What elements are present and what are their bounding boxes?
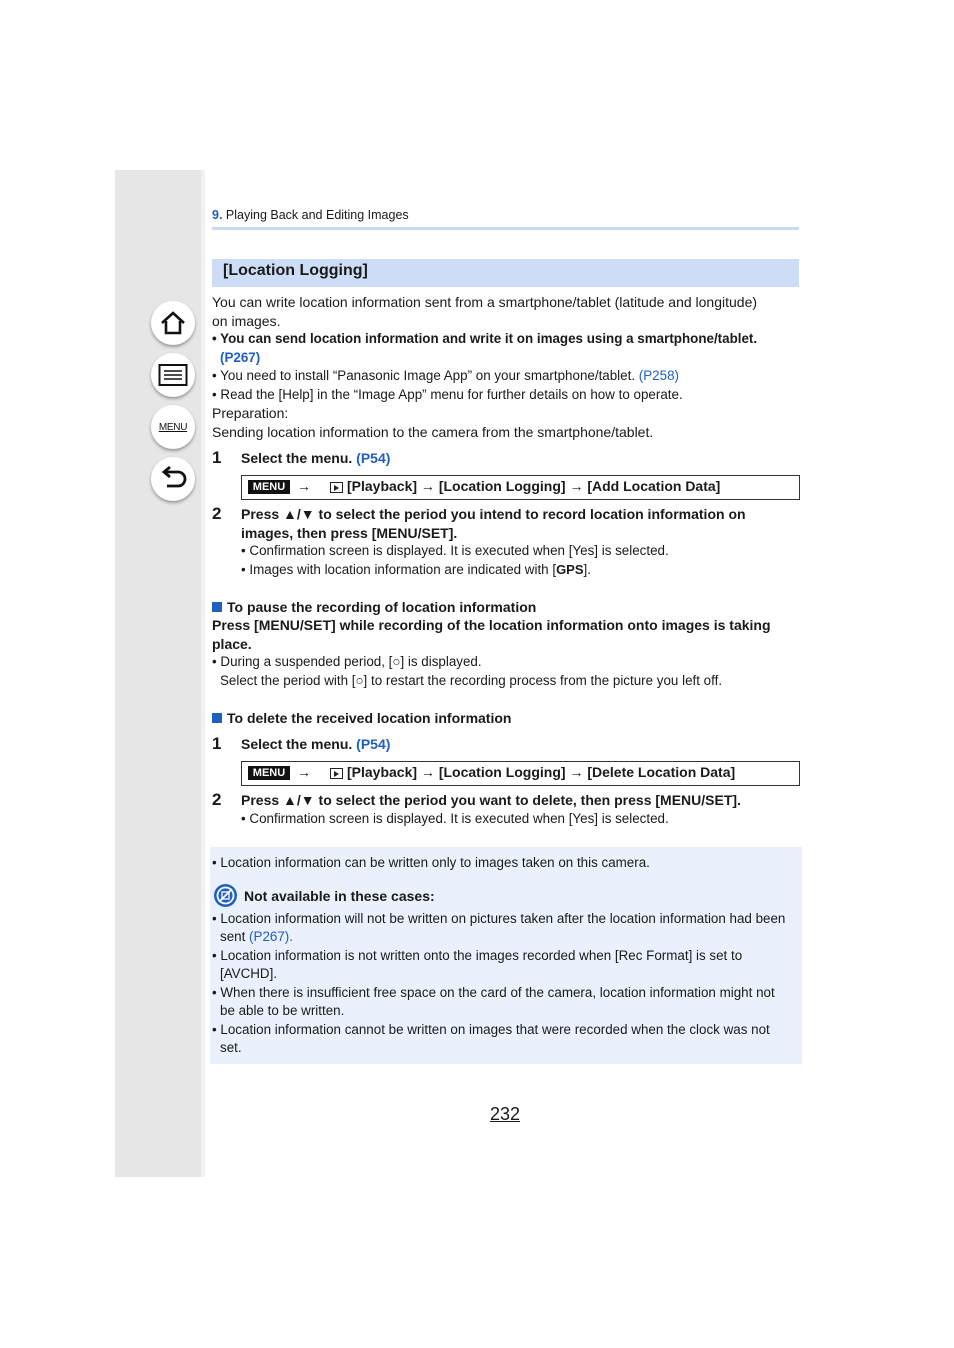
- na-bullet-1-text: sent: [220, 929, 246, 944]
- step-2-bullet-2-end: ].: [583, 562, 591, 577]
- delete-step-1-text: Select the menu.: [241, 736, 353, 752]
- pause-instruction-line-2: place.: [212, 636, 252, 652]
- link-p267[interactable]: (P267).: [249, 929, 293, 944]
- na-bullet-4-line-2: set.: [220, 1040, 242, 1055]
- not-available-icon: [213, 883, 238, 913]
- delete-menu-path-box: [241, 761, 800, 786]
- chapter-header: [212, 208, 409, 222]
- menu-path: [Playback] → [Location Logging] → [Add Location Data]: [347, 478, 721, 494]
- header-divider: [212, 227, 799, 230]
- na-bullet-1-line-1: • Location information will not be written on pictures taken after the location information had been: [212, 911, 786, 926]
- section-title-bar: [212, 259, 799, 287]
- na-bullet-4-line-1: • Location information cannot be written on images that were recorded when the clock was not: [212, 1022, 770, 1037]
- delete-step-number-1: 1: [212, 734, 222, 753]
- step-2-line-1: Press ▲/▼ to select the period you intend to record location information on: [241, 506, 746, 522]
- arrow-icon: →: [297, 478, 311, 494]
- note-bullet-1: • Location information can be written only to images taken on this camera.: [212, 855, 650, 870]
- step-2-bullet-1: • Confirmation screen is displayed. It is executed when [Yes] is selected.: [241, 543, 669, 558]
- back-arrow-icon: [158, 466, 188, 492]
- menu-button[interactable]: [151, 405, 195, 449]
- link-p267[interactable]: (P267): [220, 350, 261, 365]
- step-2-bullet-2-text: • Images with location information are indicated with [: [241, 562, 557, 577]
- pause-heading: [212, 598, 536, 617]
- na-bullet-3-line-2: be able to be written.: [220, 1003, 345, 1018]
- na-bullet-2-line-1: • Location information is not written onto the images recorded when [Rec Format] is set to: [212, 948, 743, 963]
- menu-badge-icon: MENU: [248, 480, 290, 494]
- delete-step-2: Press ▲/▼ to select the period you want to delete, then press [MENU/SET].: [241, 792, 741, 808]
- not-available-title: Not available in these cases:: [244, 888, 435, 904]
- square-bullet-icon: [212, 602, 222, 612]
- delete-step-1: [241, 735, 390, 754]
- delete-step-number-2: 2: [212, 790, 222, 809]
- preparation-label: Preparation:: [212, 405, 289, 421]
- intro-line-2: on images.: [212, 313, 281, 329]
- playback-icon: [330, 768, 343, 779]
- step-number-2: 2: [212, 504, 222, 523]
- arrow-icon: →: [297, 764, 311, 780]
- preparation-text: Sending location information to the camera from the smartphone/tablet.: [212, 424, 654, 440]
- delete-menu-path: [Playback] → [Location Logging] → [Delete Location Data]: [347, 764, 736, 780]
- step-2-bullet-2: [241, 561, 591, 579]
- gps-icon: GPS: [556, 562, 584, 577]
- playback-icon: [330, 482, 343, 493]
- home-button[interactable]: [151, 301, 195, 345]
- step-number-1: 1: [212, 448, 222, 467]
- pause-heading-text: To pause the recording of location information: [227, 599, 537, 615]
- intro-line-1: You can write location information sent from a smartphone/tablet (latitude and longitude): [212, 294, 758, 310]
- sidebar-edge: [201, 170, 205, 1177]
- contents-button[interactable]: [151, 353, 195, 397]
- step-1-text: Select the menu.: [241, 450, 353, 466]
- intro-bullet-3: • Read the [Help] in the “Image App” menu for further details on how to operate.: [212, 387, 683, 402]
- pause-line-2: Select the period with [○] to restart the recording process from the picture you left off.: [220, 673, 723, 688]
- na-bullet-2-line-2: [AVCHD].: [220, 966, 278, 981]
- na-bullet-1-line-2: [220, 928, 293, 946]
- na-bullet-3-line-1: • When there is insufficient free space on the card of the camera, location information might not: [212, 985, 775, 1000]
- link-p258[interactable]: (P258): [638, 368, 679, 383]
- link-p54[interactable]: (P54): [356, 450, 391, 466]
- menu-icon: MENU: [158, 421, 188, 433]
- pause-instruction-line-1: Press [MENU/SET] while recording of the location information onto images is taking: [212, 617, 771, 633]
- back-button[interactable]: [151, 457, 195, 501]
- pause-bullet-1: • During a suspended period, [○] is displayed.: [212, 654, 482, 669]
- step-2-line-2: images, then press [MENU/SET].: [241, 525, 458, 541]
- list-icon: [158, 363, 188, 387]
- section-title: [Location Logging]: [223, 262, 368, 279]
- menu-path-box: [241, 475, 800, 500]
- menu-badge-icon: MENU: [248, 766, 290, 780]
- chapter-title: Playing Back and Editing Images: [225, 208, 409, 222]
- step-1: [241, 449, 390, 468]
- intro-bullet-2-text: • You need to install “Panasonic Image App” on your smartphone/tablet.: [212, 368, 636, 383]
- delete-step-2-bullet-1: • Confirmation screen is displayed. It is executed when [Yes] is selected.: [241, 811, 669, 826]
- delete-heading: [212, 709, 511, 728]
- chapter-number: 9.: [212, 208, 223, 222]
- intro-bullet-2: [212, 367, 679, 385]
- home-icon: [159, 309, 187, 337]
- page-number: 232: [490, 1104, 521, 1124]
- square-bullet-icon: [212, 713, 222, 723]
- delete-heading-text: To delete the received location information: [227, 710, 512, 726]
- link-p54[interactable]: (P54): [356, 736, 391, 752]
- intro-bold-bullet: • You can send location information and write it on images using a smartphone/tablet.: [212, 331, 758, 346]
